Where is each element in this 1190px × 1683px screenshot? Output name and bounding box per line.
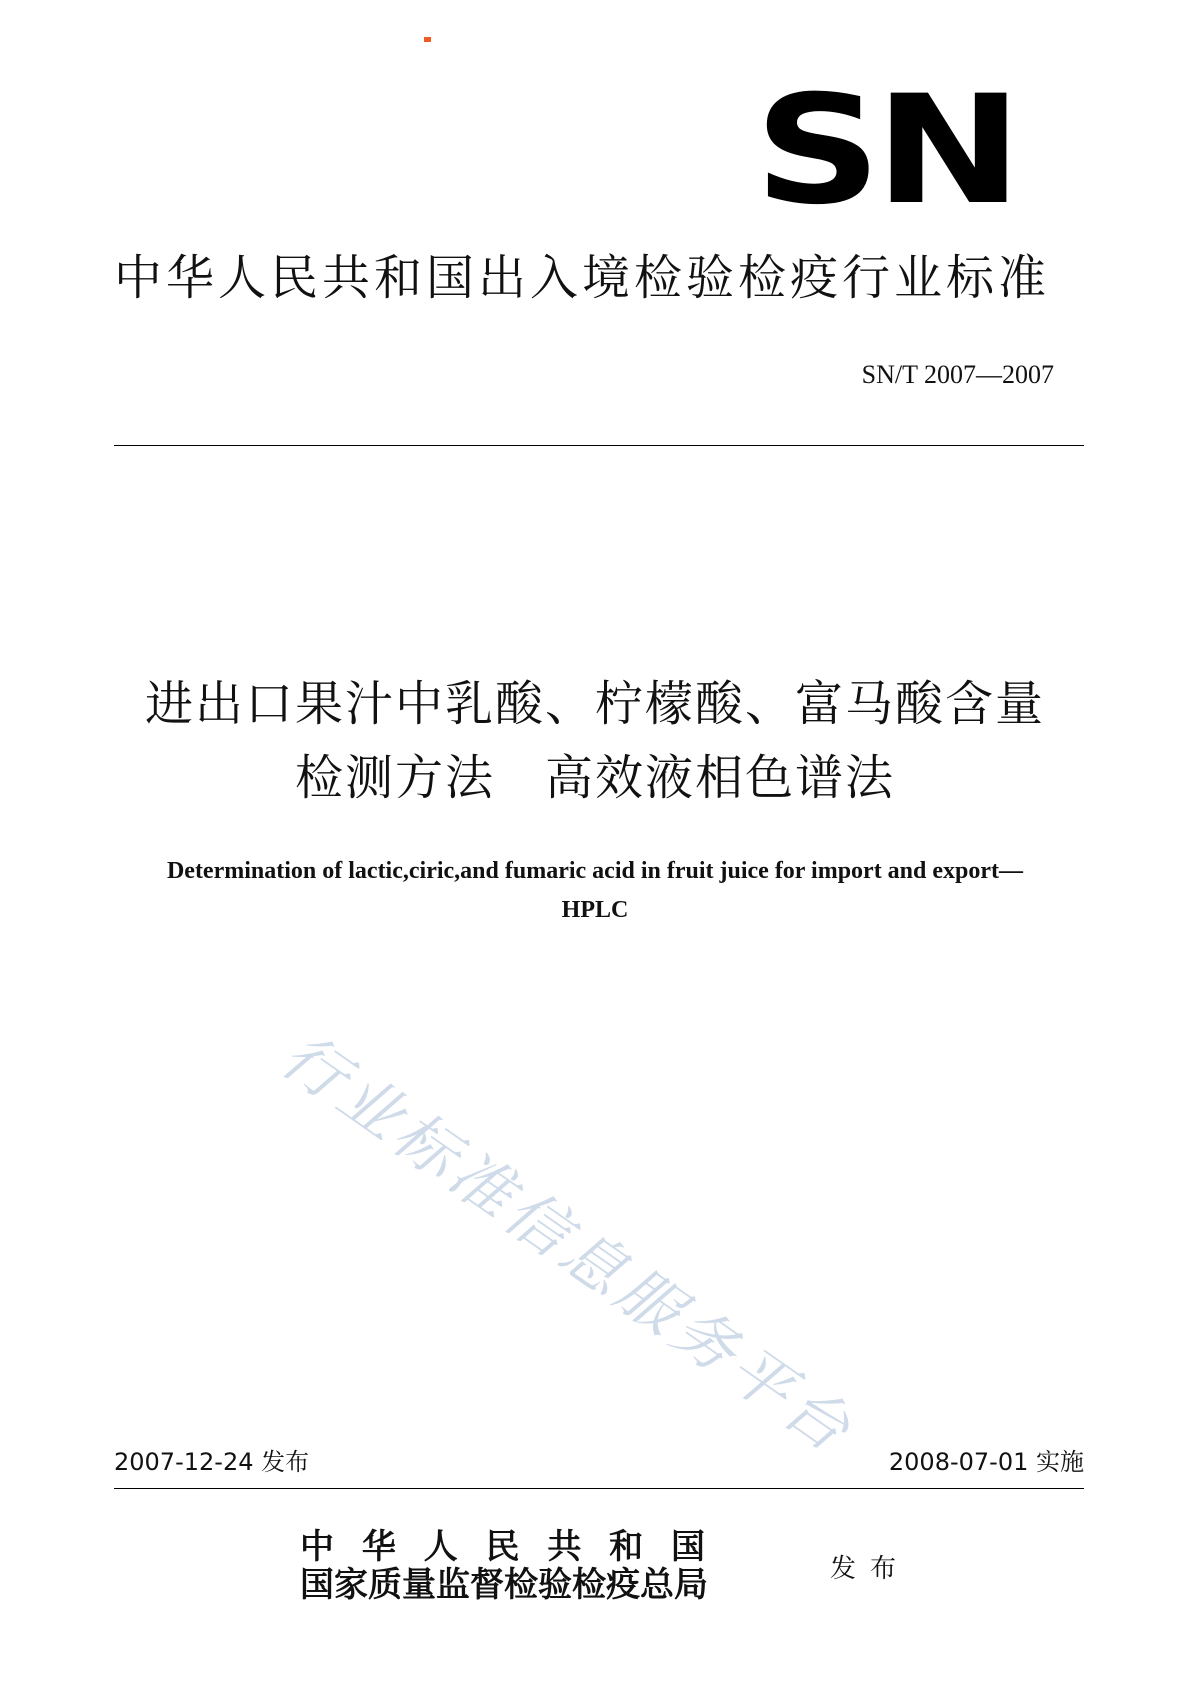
- standard-type-heading: 中华人民共和国出入境检验检疫行业标准: [114, 250, 1051, 306]
- bottom-divider: [114, 1488, 1084, 1489]
- issuer-line1: 中 华 人 民 共 和 国: [300, 1527, 714, 1567]
- issuer-line2: 国家质量监督检验检疫总局: [300, 1565, 708, 1605]
- orange-mark: [424, 37, 431, 42]
- publish-label: 发布: [830, 1554, 911, 1584]
- issue-date: 2007-12-24 发布: [114, 1448, 310, 1476]
- top-divider: [114, 445, 1084, 446]
- cn-title-line1: 进出口果汁中乳酸、柠檬酸、富马酸含量: [144, 676, 1045, 732]
- watermark: 行业标准信息服务平台: [268, 1018, 868, 1469]
- standard-number: SN/T 2007—2007: [861, 360, 1054, 389]
- implementation-date: 2008-07-01 实施: [888, 1448, 1084, 1476]
- en-title-line2: HPLC: [561, 897, 629, 923]
- en-title-line1: Determination of lactic,ciric,and fumaric acid in fruit juice for import and export—: [166, 858, 1024, 884]
- cn-title-line2: 检测方法 高效液相色谱法: [294, 750, 895, 806]
- sn-logo: SN: [754, 64, 1016, 238]
